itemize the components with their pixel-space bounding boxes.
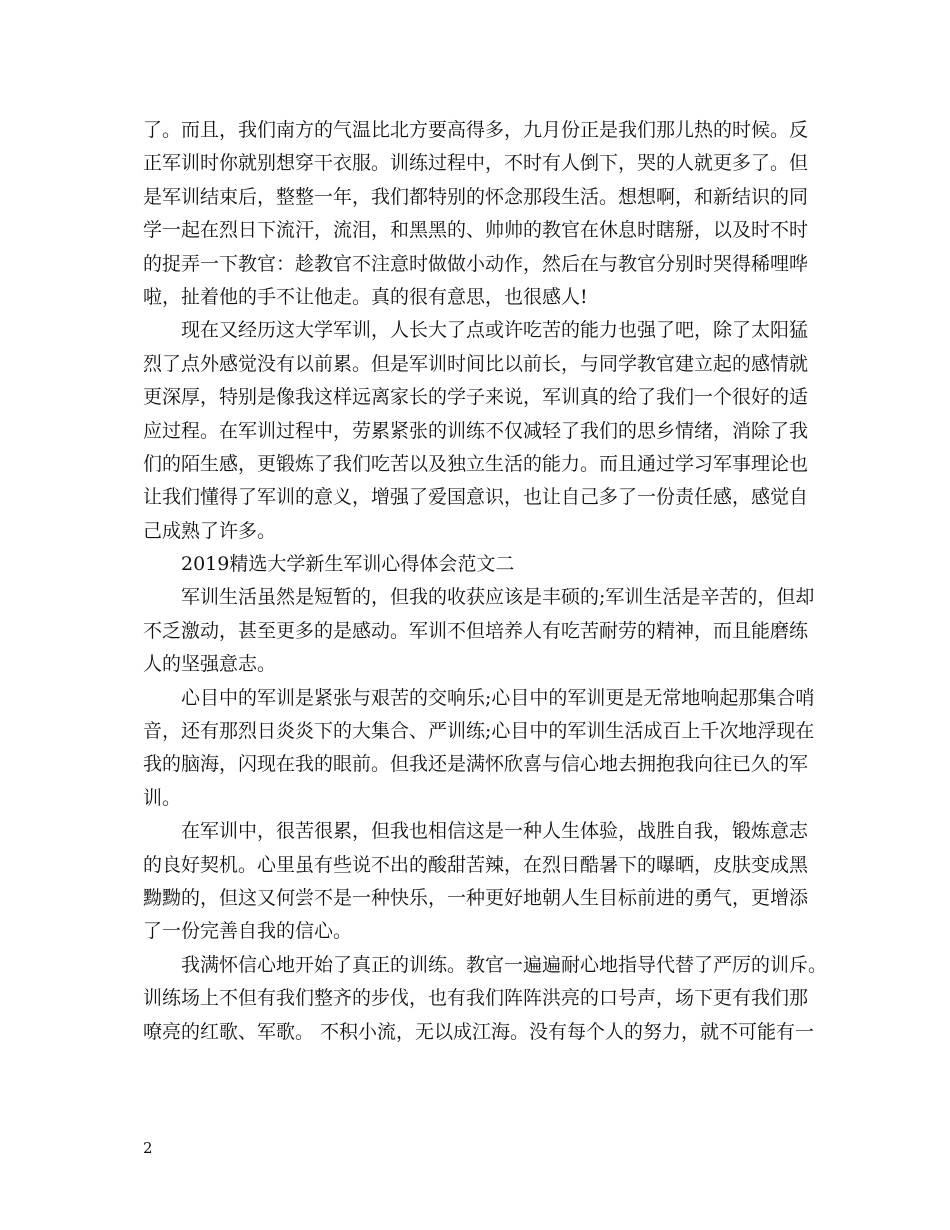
text-line: 让我们懂得了军训的意义，增强了爱国意识，也让自己多了一份责任感，感觉自 (143, 486, 809, 509)
text-line: 们的陌生感，更锻炼了我们吃苦以及独立生活的能力。而且通过学习军事理论也 (143, 452, 809, 475)
text-line: 不乏激动，甚至更多的是感动。军训不但培养人有吃苦耐劳的精神，而且能磨练 (143, 619, 809, 642)
text-line: 训练场上不但有我们整齐的步伐，也有我们阵阵洪亮的口号声，场下更有我们那 (143, 987, 809, 1010)
text-line: 啦，扯着他的手不让他走。真的很有意思，也很感人! (143, 285, 588, 308)
text-line: 2019精选大学新生军训心得体会范文二 (181, 553, 515, 576)
text-line: 应过程。在军训过程中，劳累紧张的训练不仅减轻了我们的思乡情绪，消除了我 (143, 419, 809, 442)
text-line: 心目中的军训是紧张与艰苦的交响乐;心目中的军训更是无常地响起那集合哨 (181, 686, 815, 709)
text-line: 的良好契机。心里虽有些说不出的酸甜苦辣，在烈日酷暑下的曝晒，皮肤变成黑 (143, 853, 809, 876)
text-line: 学一起在烈日下流汗，流泪，和黑黑的、帅帅的教官在休息时瞎掰，以及时不时 (143, 219, 809, 242)
text-line: 我的脑海，闪现在我的眼前。但我还是满怀欣喜与信心地去拥抱我向往已久的军 (143, 753, 809, 776)
text-line: 嘹亮的红歌、军歌。 不积小流，无以成江海。没有每个人的努力，就不可能有一 (143, 1020, 815, 1043)
text-line: 烈了点外感觉没有以前累。但是军训时间比以前长，与同学教官建立起的感情就 (143, 352, 809, 375)
text-line: 训。 (143, 786, 182, 809)
text-line: 黝黝的，但这又何尝不是一种快乐，一种更好地朝人生目标前进的勇气，更增添 (143, 886, 809, 909)
text-line: 正军训时你就别想穿干衣服。训练过程中，不时有人倒下，哭的人就更多了。但 (143, 152, 809, 175)
text-line: 人的坚强意志。 (143, 653, 277, 676)
text-line: 了。而且，我们南方的气温比北方要高得多，九月份正是我们那儿热的时候。反 (143, 119, 809, 141)
text-line: 的捉弄一下教官：趁教官不注意时做做小动作，然后在与教官分别时哭得稀哩哗 (143, 252, 809, 275)
text-line: 在军训中，很苦很累，但我也相信这是一种人生体验，战胜自我，锻炼意志 (181, 820, 809, 843)
text-line: 军训生活虽然是短暂的，但我的收获应该是丰硕的;军训生活是辛苦的，但却 (181, 586, 815, 609)
text-line: 是军训结束后，整整一年，我们都特别的怀念那段生活。想想啊，和新结识的同 (143, 185, 809, 208)
page-number: 2 (143, 1139, 153, 1157)
text-line: 己成熟了许多。 (143, 519, 277, 542)
text-line: 现在又经历这大学军训，人长大了点或许吃苦的能力也强了吧，除了太阳猛 (181, 319, 809, 342)
text-line: 我满怀信心地开始了真正的训练。教官一遍遍耐心地指导代替了严厉的训斥。 (181, 953, 828, 976)
text-line: 更深厚，特别是像我这样远离家长的学子来说，军训真的给了我们一个很好的适 (143, 386, 809, 409)
text-line: 音，还有那烈日炎炎下的大集合、严训练;心目中的军训生活成百上千次地浮现在 (143, 720, 815, 743)
text-line: 了一份完善自我的信心。 (143, 920, 353, 943)
document-body (143, 114, 828, 1049)
